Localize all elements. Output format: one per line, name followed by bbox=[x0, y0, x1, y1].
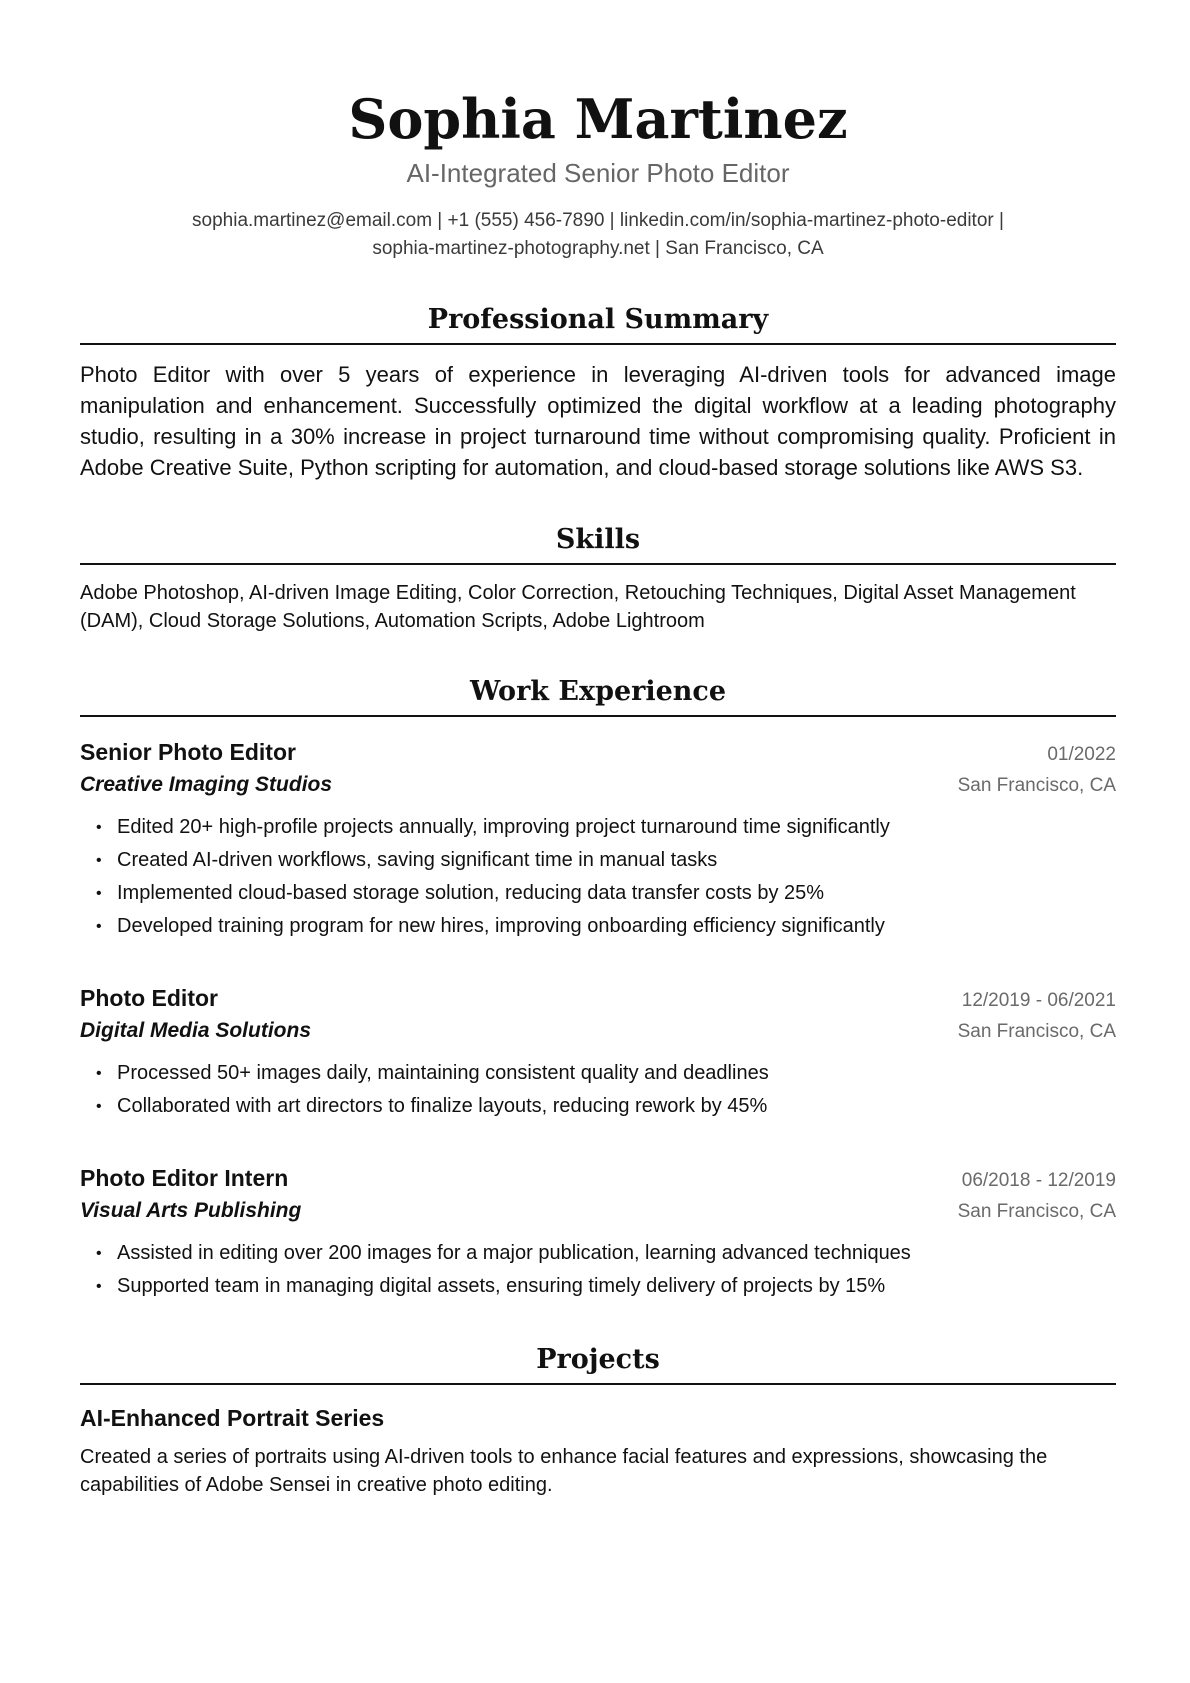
job-company-row bbox=[80, 1015, 1116, 1047]
contact-info bbox=[118, 207, 1078, 263]
job-company-row bbox=[80, 769, 1116, 801]
job-entry bbox=[80, 981, 1116, 1123]
skills-text: Adobe Photoshop, AI-driven Image Editing, Color Correction, Retouching Techniques, Digital Asset Management (DAM), Cloud Storage Solutions, Automation Scripts, Adobe Lightroom bbox=[80, 582, 1076, 632]
resume-page bbox=[80, 0, 1116, 1499]
contact-line: sophia-martinez-photography.net | San Francisco, CA bbox=[372, 238, 824, 259]
skills-section bbox=[80, 521, 1116, 635]
section-heading-skills: Skills bbox=[80, 521, 1116, 565]
summary-text: Photo Editor with over 5 years of experience in leveraging AI-driven tools for advanced image manipulation and enhancement. Successfully optimized the digital workflow at a leading photography studio, resulting in a 30% increase in project turnaround time without compromising quality. Proficient in Adobe Creative Suite, Python scripting for automation, and cloud-based storage solutions like AWS S3. bbox=[80, 362, 1116, 480]
job-company: Digital Media Solutions bbox=[80, 1019, 312, 1042]
job-bullet: • Collaborated with art directors to finalize layouts, reducing rework by 45% bbox=[96, 1090, 1116, 1123]
job-date: 01/2022 bbox=[1047, 744, 1116, 765]
project-name: AI-Enhanced Portrait Series bbox=[80, 1405, 385, 1431]
job-bullets bbox=[80, 811, 1116, 943]
job-bullets bbox=[80, 1237, 1116, 1303]
job-bullets bbox=[80, 1057, 1116, 1123]
job-entry bbox=[80, 1161, 1116, 1303]
experience-section bbox=[80, 673, 1116, 1303]
job-bullet: • Edited 20+ high-profile projects annually, improving project turnaround time significantly bbox=[96, 811, 1116, 844]
job-bullet: • Developed training program for new hires, improving onboarding efficiency significantly bbox=[96, 910, 1116, 943]
job-date: 06/2018 - 12/2019 bbox=[961, 1170, 1116, 1191]
job-role: Photo Editor bbox=[80, 985, 218, 1011]
job-bullet: • Assisted in editing over 200 images for a major publication, learning advanced techniques bbox=[96, 1237, 1116, 1270]
job-bullet: • Implemented cloud-based storage solution, reducing data transfer costs by 25% bbox=[96, 877, 1116, 910]
projects-section bbox=[80, 1341, 1116, 1499]
job-entry bbox=[80, 735, 1116, 943]
job-location: San Francisco, CA bbox=[957, 1021, 1116, 1042]
job-role: Senior Photo Editor bbox=[80, 739, 296, 765]
section-heading-projects: Projects bbox=[80, 1341, 1116, 1385]
job-location: San Francisco, CA bbox=[957, 775, 1116, 796]
contact-line: sophia.martinez@email.com | +1 (555) 456-7890 | linkedin.com/in/sophia-martinez-photo-editor | bbox=[192, 210, 1004, 231]
summary-section bbox=[80, 301, 1116, 483]
job-location: San Francisco, CA bbox=[957, 1201, 1116, 1222]
candidate-title: AI-Integrated Senior Photo Editor bbox=[406, 158, 790, 188]
candidate-name: Sophia Martinez bbox=[348, 87, 848, 151]
job-company: Creative Imaging Studios bbox=[80, 773, 333, 796]
job-header-row bbox=[80, 981, 1116, 1015]
job-role: Photo Editor Intern bbox=[80, 1165, 289, 1191]
job-header-row bbox=[80, 735, 1116, 769]
job-header-row bbox=[80, 1161, 1116, 1195]
section-heading-summary: Professional Summary bbox=[80, 301, 1116, 345]
job-company: Visual Arts Publishing bbox=[80, 1199, 302, 1222]
job-company-row bbox=[80, 1195, 1116, 1227]
job-bullet: • Supported team in managing digital assets, ensuring timely delivery of projects by 15% bbox=[96, 1270, 1116, 1303]
job-date: 12/2019 - 06/2021 bbox=[961, 990, 1116, 1011]
project-description: Created a series of portraits using AI-driven tools to enhance facial features and expressions, showcasing the capabilities of Adobe Sensei in creative photo editing. bbox=[80, 1446, 1048, 1496]
job-bullet: • Created AI-driven workflows, saving significant time in manual tasks bbox=[96, 844, 1116, 877]
job-bullet: • Processed 50+ images daily, maintaining consistent quality and deadlines bbox=[96, 1057, 1116, 1090]
section-heading-experience: Work Experience bbox=[80, 673, 1116, 717]
